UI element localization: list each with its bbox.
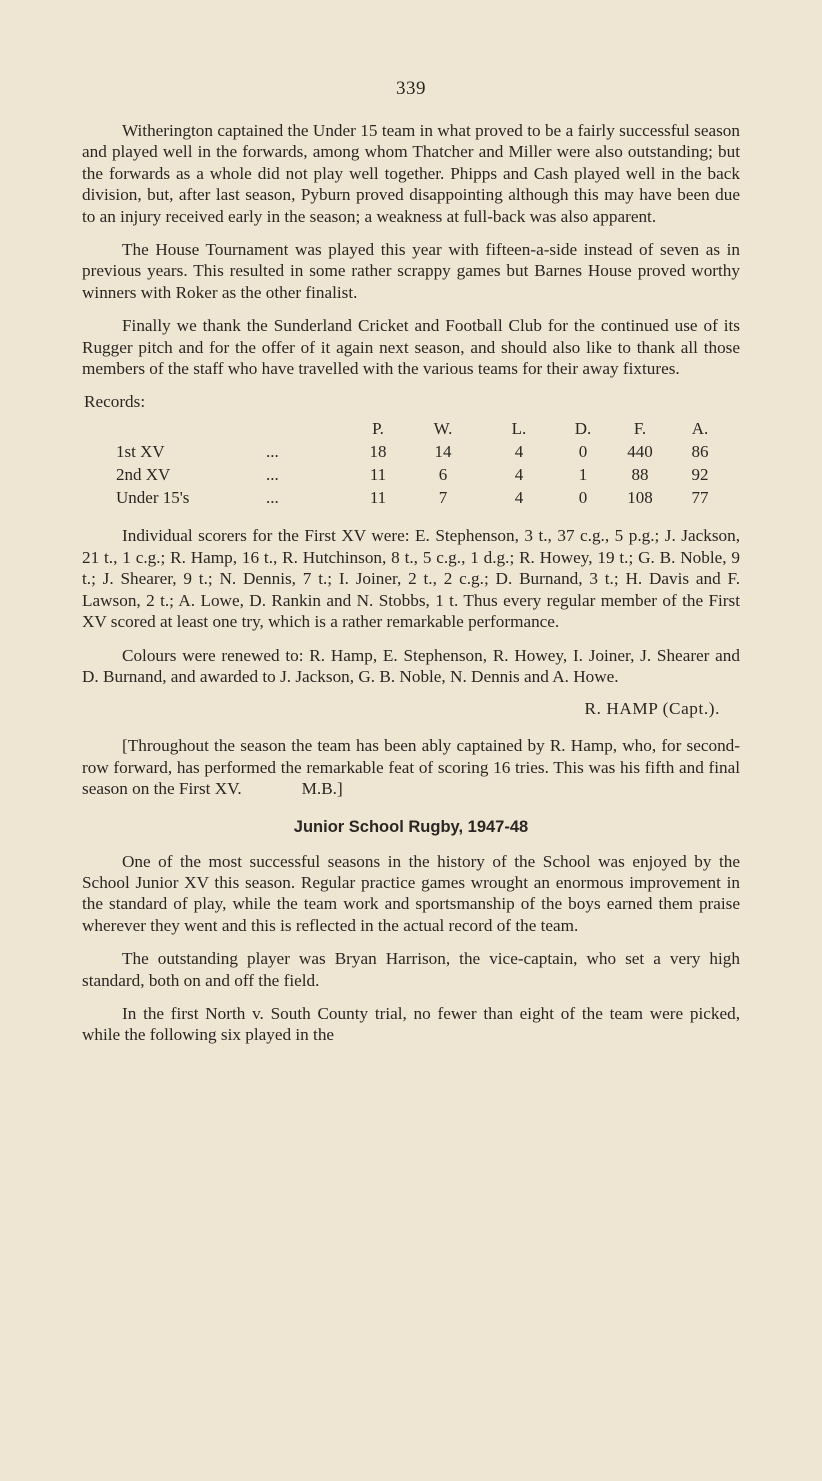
- page-number: 339: [396, 78, 426, 99]
- page-content: [82, 120, 740, 1058]
- records-dots: ...: [266, 487, 279, 507]
- records-header-drawn: D.: [574, 418, 592, 438]
- records-cell: 14: [434, 441, 452, 461]
- records-cell: 18: [369, 441, 387, 461]
- records-header-for: F.: [633, 418, 647, 438]
- records-cell: 0: [578, 487, 588, 507]
- records-cell: 0: [578, 441, 588, 461]
- records-cell: 4: [514, 464, 524, 484]
- records-header-lost: L.: [511, 418, 527, 438]
- records-cell: 7: [438, 487, 448, 507]
- records-table: [116, 417, 730, 509]
- records-cell: 1: [578, 464, 588, 484]
- records-header-played: P.: [372, 418, 384, 438]
- records-header-won: W.: [433, 418, 453, 438]
- paragraph-colours: Colours were renewed to: R. Hamp, E. Stephenson, R. Howey, I. Joiner, J. Shearer and D. Burnand, and awarded to J. Jackson, G. B. Noble, N. Dennis and A. Howe.: [82, 645, 740, 686]
- records-header-blank: [116, 417, 266, 440]
- records-header-row: [116, 417, 730, 440]
- records-header-spacer: [266, 417, 352, 440]
- paragraph-junior-season: One of the most successful seasons in the history of the School was enjoyed by the School Junior XV this season. Regular practice games wrought an enormous improvement in the standard of play, while the team work and sportsmanship of the boys earned them praise wherever they went and this is reflected in the actual record of the team.: [82, 851, 740, 935]
- records-team: 1st XV: [116, 441, 165, 461]
- paragraph-thanks: Finally we thank the Sunderland Cricket and Football Club for the continued use of its Rugger pitch and for the offer of it again next season, and should also like to thank all those members of the staff who have travelled with the various teams for their away fixtures.: [82, 316, 740, 379]
- paragraph-outstanding-player: The outstanding player was Bryan Harrison, the vice-captain, who set a very high standard, both on and off the field.: [82, 949, 740, 990]
- paragraph-individual-scorers: Individual scorers for the First XV were: E. Stephenson, 3 t., 37 c.g., 5 p.g.; J. Jackson, 21 t., 1 c.g.; R. Hamp, 16 t., R. Hutchinson, 8 t., 5 c.g., 1 d.g.; R. Howey, 19 t.; G. B. Noble, 9 t.; J. Shearer, 9 t.; N. Dennis, 7 t.; I. Joiner, 2 t., 2 c.g.; D. Burnand, 3 t.; H. Davis and F. Lawson, 2 t.; A. Lowe, D. Rankin and N. Stobbs, 1 t. Thus every regular member of the First XV scored at least one try, which is a rather remarkable performance.: [82, 526, 740, 632]
- records-team: Under 15's: [116, 487, 190, 507]
- records-dots: ...: [266, 441, 279, 461]
- records-cell: 4: [514, 441, 524, 461]
- records-cell: 108: [627, 487, 653, 507]
- records-cell: 92: [691, 464, 709, 484]
- paragraph-county-trial: In the first North v. South County trial, no fewer than eight of the team were picked, while the following six played in the: [82, 1003, 740, 1045]
- captain-note-text: [Throughout the season the team has been ably captained by R. Hamp, who, for second-row forward, has performed the remarkable feat of scoring 16 tries. This was his fifth and final season on the First XV.: [82, 736, 740, 799]
- paragraph-under-15: Witherington captained the Under 15 team in what proved to be a fairly successful season and played well in the forwards, among whom Thatcher and Miller were also outstanding; but the forwards as a whole did not play well together. Phipps and Cash played well in the back division, but, after last season, Pyburn proved disappointing although this may have been due to an injury received early in the season; a weakness at full-back was also apparent.: [82, 121, 740, 226]
- table-row: [116, 440, 730, 463]
- records-cell: 440: [627, 441, 653, 461]
- signature: R. HAMP (Capt.).: [584, 699, 720, 719]
- records-label: Records:: [84, 392, 146, 412]
- records-cell: 86: [691, 441, 709, 461]
- records-cell: 11: [369, 487, 387, 507]
- records-cell: 4: [514, 487, 524, 507]
- note-initials: M.B.]: [301, 779, 343, 799]
- paragraph-captain-note: [82, 735, 740, 799]
- paragraph-house-tournament: The House Tournament was played this year with fifteen-a-side instead of seven as in previous years. This resulted in some rather scrappy games but Barnes House proved worthy winners with Roker as the other finalist.: [82, 240, 740, 302]
- records-header-against: A.: [691, 418, 709, 438]
- table-row: [116, 463, 730, 486]
- records-cell: 77: [691, 487, 709, 507]
- records-cell: 11: [369, 464, 387, 484]
- records-team: 2nd XV: [116, 464, 171, 484]
- section-heading: Junior School Rugby, 1947-48: [293, 817, 529, 836]
- records-dots: ...: [266, 464, 279, 484]
- records-cell: 6: [438, 464, 448, 484]
- records-cell: 88: [631, 464, 649, 484]
- table-row: [116, 486, 730, 509]
